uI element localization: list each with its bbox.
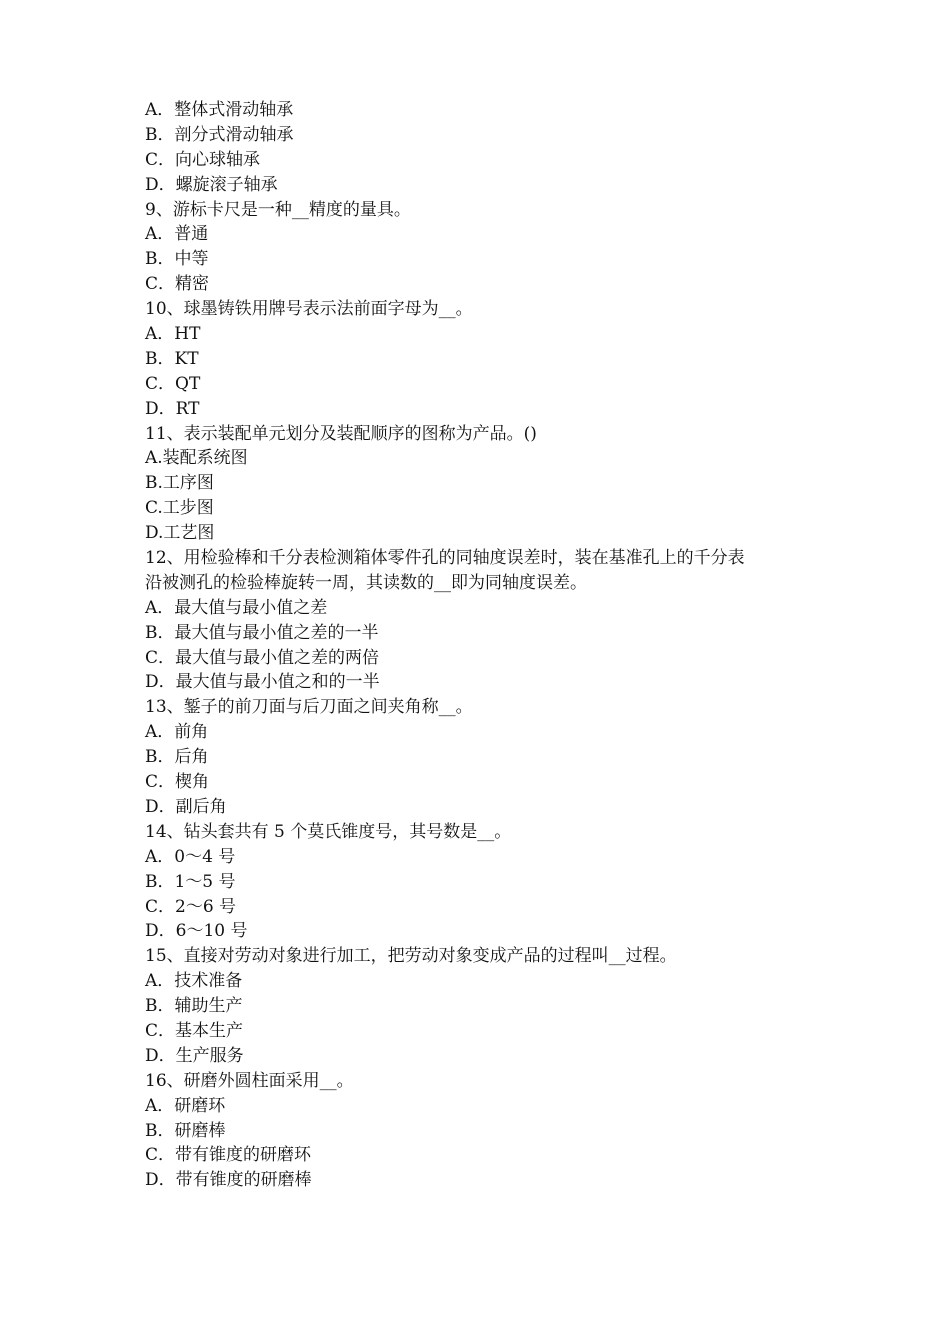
question-16: 16、研磨外圆柱面采用__。 [145, 1070, 354, 1091]
option-line: D．螺旋滚子轴承 [145, 174, 278, 195]
option-line: B．中等 [145, 249, 209, 270]
option-line: A．前角 [145, 722, 209, 743]
option-line: C．2～6 号 [145, 896, 237, 917]
option-line: B．最大值与最小值之差的一半 [145, 622, 379, 643]
option-line: D．生产服务 [145, 1045, 244, 1066]
option-line: B．辅助生产 [145, 996, 243, 1017]
option-line: C．最大值与最小值之差的两倍 [145, 647, 380, 668]
option-line: C．带有锥度的研磨环 [145, 1145, 312, 1166]
option-line: C．基本生产 [145, 1020, 244, 1041]
option-line: D.工艺图 [145, 523, 215, 544]
question-9: 9、游标卡尺是一种__精度的量具。 [145, 199, 411, 220]
option-line: B．剖分式滑动轴承 [145, 124, 294, 145]
option-line: D．最大值与最小值之和的一半 [145, 672, 380, 693]
option-line: A．最大值与最小值之差 [145, 597, 328, 618]
option-line: B．KT [145, 348, 199, 369]
option-line: B.工序图 [145, 473, 214, 494]
question-11: 11、表示装配单元划分及装配顺序的图称为产品。() [145, 423, 537, 444]
option-line: A．HT [145, 324, 201, 345]
option-line: C．向心球轴承 [145, 149, 261, 170]
option-line: C．楔角 [145, 772, 210, 793]
option-line: D．6～10 号 [145, 921, 248, 942]
option-line: B．研磨棒 [145, 1120, 226, 1141]
question-10: 10、球墨铸铁用牌号表示法前面字母为__。 [145, 299, 473, 320]
question-12-line-2: 沿被测孔的检验棒旋转一周，其读数的__即为同轴度误差。 [145, 572, 587, 593]
document-body [145, 98, 825, 1193]
option-line: C.工步图 [145, 498, 214, 519]
option-line: C．QT [145, 373, 201, 394]
option-line: A．研磨环 [145, 1095, 226, 1116]
option-line: D．副后角 [145, 796, 227, 817]
option-line: B．1～5 号 [145, 871, 236, 892]
option-line: C．精密 [145, 274, 210, 295]
question-13: 13、錾子的前刀面与后刀面之间夹角称__。 [145, 697, 473, 718]
option-line: A.装配系统图 [145, 448, 248, 469]
option-line: A．普通 [145, 224, 209, 245]
option-line: A．整体式滑动轴承 [145, 100, 294, 120]
option-line: B．后角 [145, 747, 209, 768]
question-12-line-1: 12、用检验棒和千分表检测箱体零件孔的同轴度误差时，装在基准孔上的千分表 [145, 548, 745, 569]
question-14: 14、钻头套共有 5 个莫氏锥度号，其号数是__。 [145, 821, 512, 842]
option-line: A．0～4 号 [145, 846, 236, 867]
option-line: A．技术准备 [145, 971, 243, 992]
option-line: D．带有锥度的研磨棒 [145, 1170, 312, 1191]
question-15: 15、直接对劳动对象进行加工，把劳动对象变成产品的过程叫__过程。 [145, 946, 677, 967]
option-line: D．RT [145, 398, 200, 419]
